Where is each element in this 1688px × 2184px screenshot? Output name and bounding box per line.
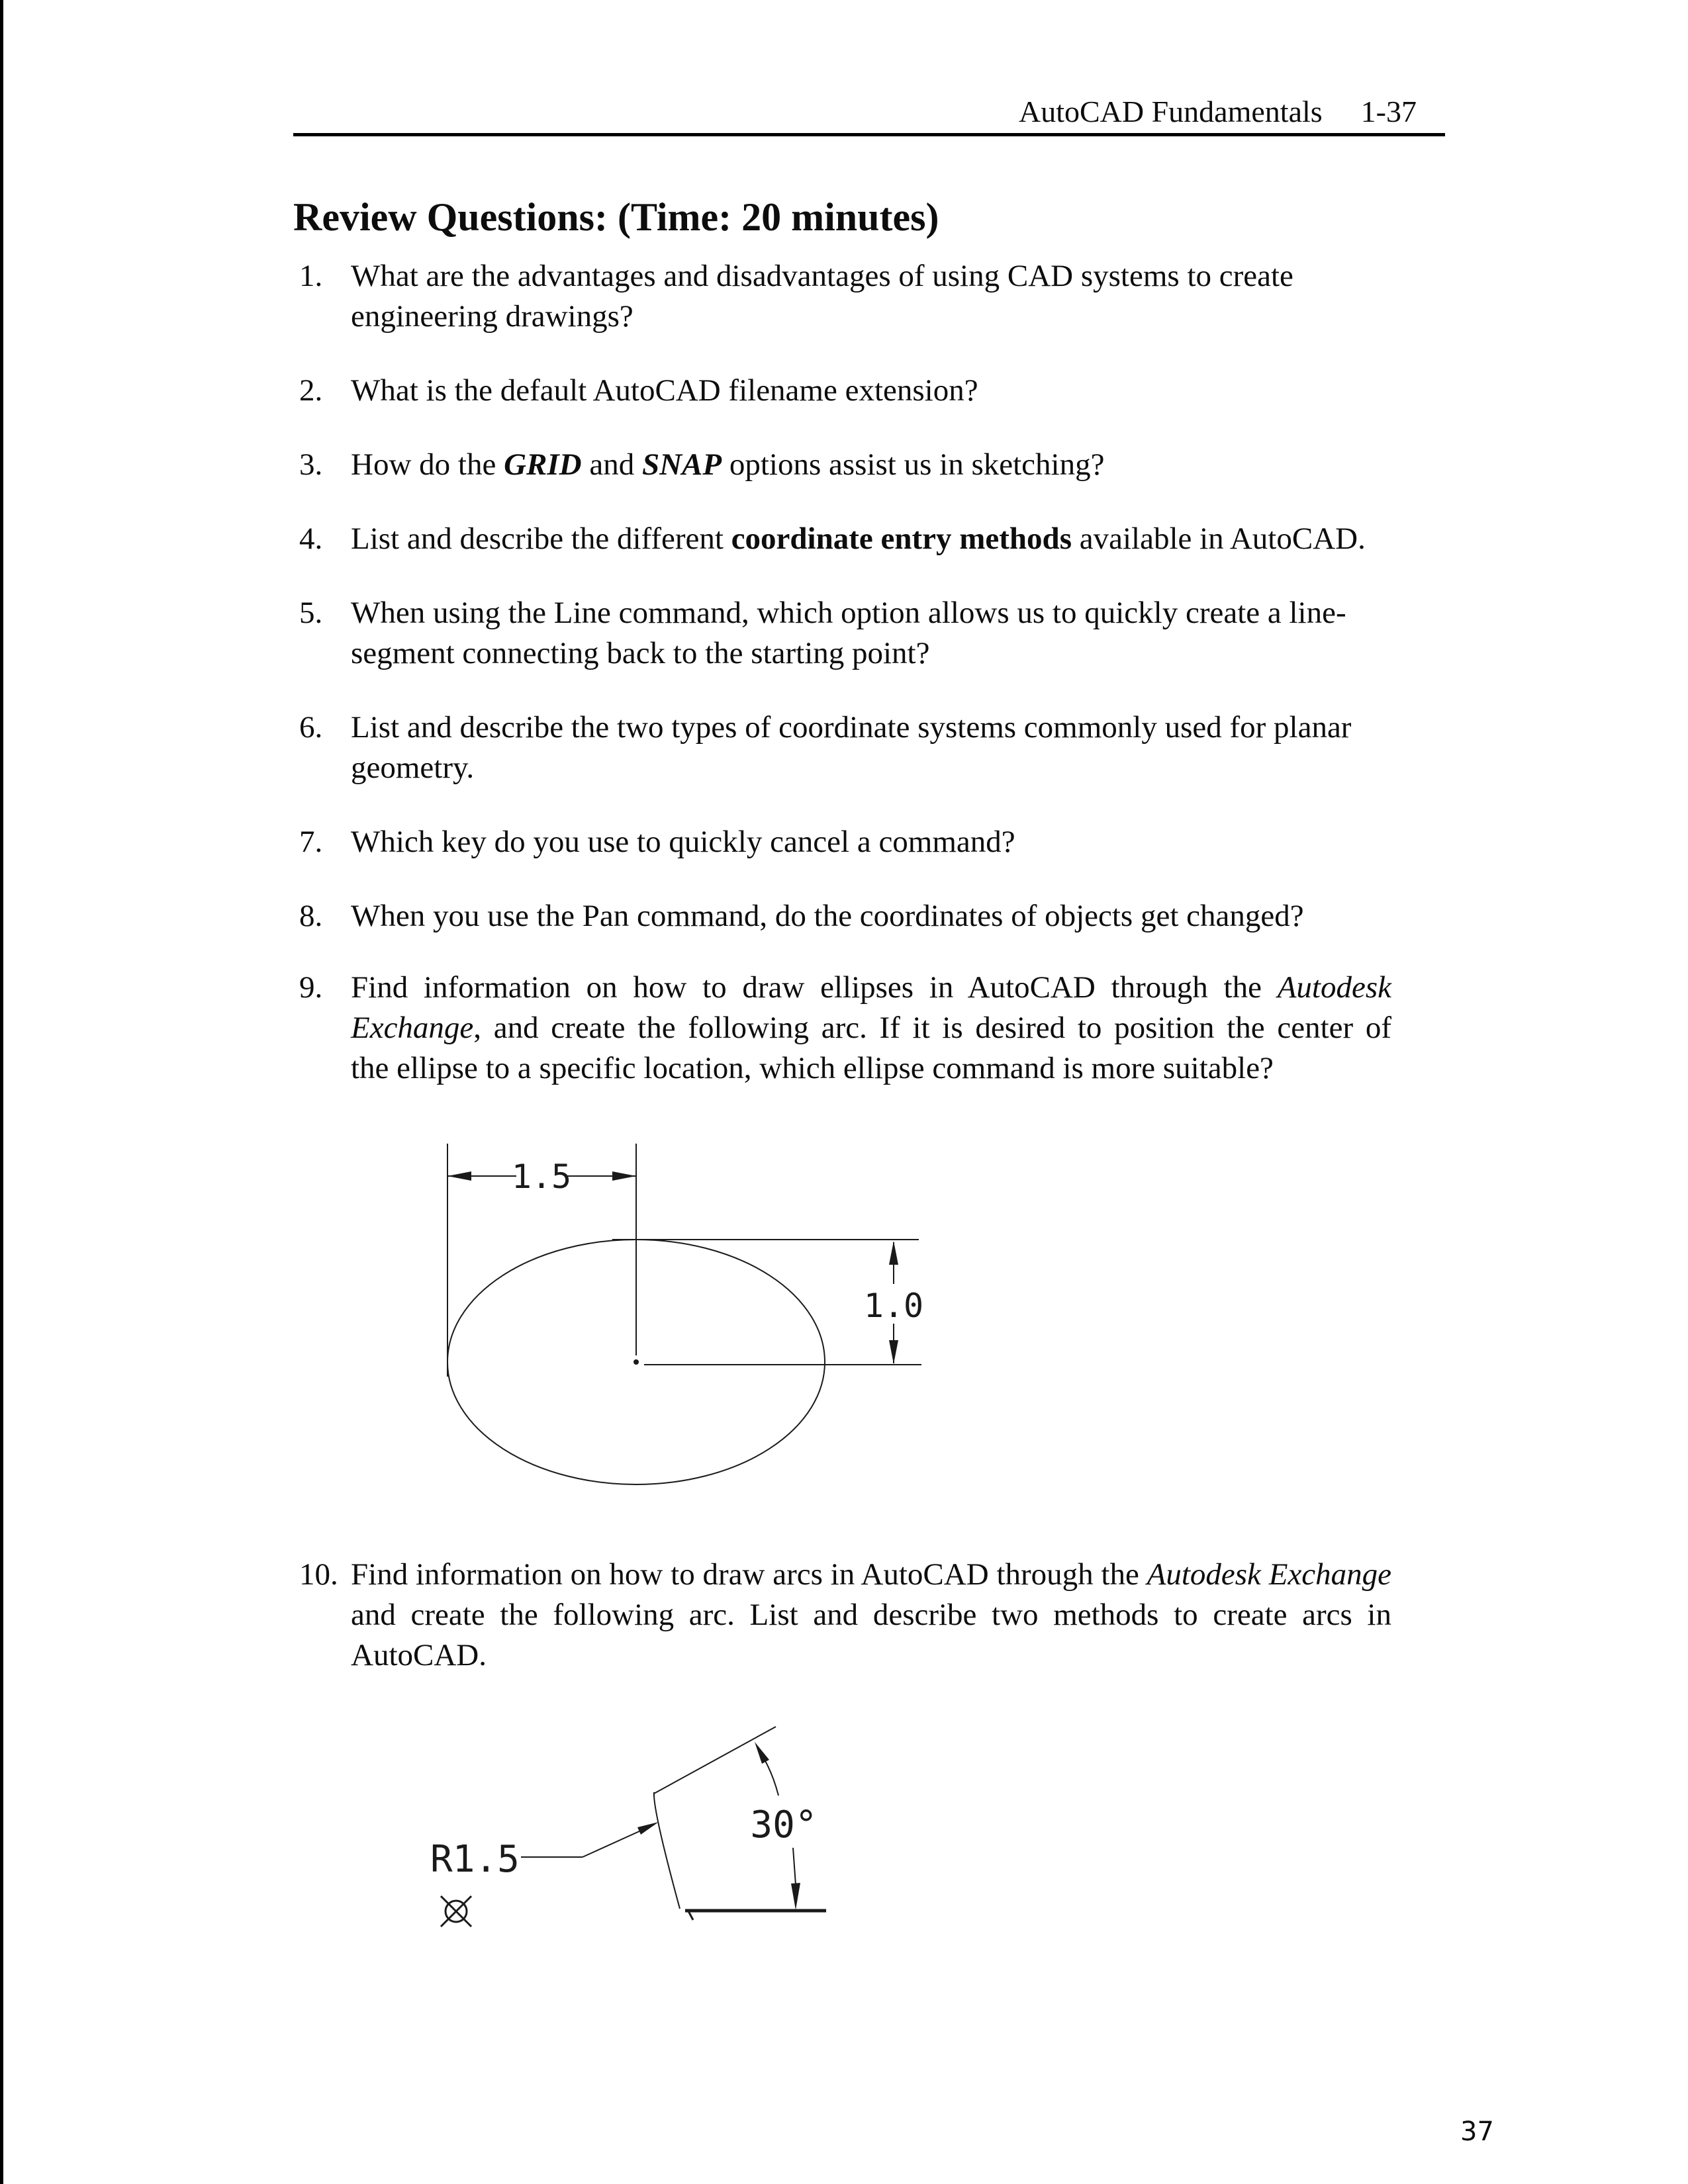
question-item-8 (299, 896, 1393, 936)
question-item-7 (299, 822, 1393, 862)
question-text-line: AutoCAD. (351, 1638, 487, 1672)
question-text-line: List and describe the different coordinate entry methods available in AutoCAD. (351, 522, 1366, 556)
arrow-right-icon (612, 1171, 636, 1181)
question-item-6 (299, 707, 1393, 788)
question-item-3 (299, 445, 1393, 485)
scan-edge-strip (0, 0, 3, 2184)
question-number: 8. (299, 899, 323, 933)
question-text-line: When you use the Pan command, do the coordinates of objects get changed? (351, 899, 1304, 933)
question-text-line: and create the following arc. List and describe two methods to create arcs in (351, 1598, 1391, 1632)
width-dim-label: 1.5 (511, 1158, 572, 1196)
arrow-left-icon (447, 1171, 471, 1181)
question-number: 6. (299, 710, 323, 745)
angular-dim-arc-lower (793, 1848, 796, 1885)
question-text-line: geometry. (351, 751, 475, 785)
question-number: 7. (299, 825, 323, 859)
question-text-line: Which key do you use to quickly cancel a command? (351, 825, 1015, 859)
radius-dim-label: R1.5 (430, 1838, 520, 1881)
question-text-line: the ellipse to a specific location, which ellipse command is more suitable? (351, 1051, 1274, 1085)
question-number: 3. (299, 447, 323, 482)
page-number: 37 (1460, 2116, 1494, 2147)
angle-arrow-upper-icon (755, 1742, 769, 1764)
arrow-down-icon (889, 1340, 898, 1364)
ellipse-figure (397, 1125, 960, 1509)
angle-arrow-lower-icon (791, 1883, 800, 1910)
question-text-line: engineering drawings? (351, 299, 633, 334)
question-number: 4. (299, 522, 323, 556)
question-item-9 (299, 968, 1393, 1089)
arrow-up-icon (889, 1241, 898, 1265)
angle-leg-line (654, 1727, 776, 1794)
header-page-ref: 1-37 (1360, 95, 1417, 128)
page-title: Review Questions: (Time: 20 minutes) (293, 195, 939, 239)
leader-arrow-icon (637, 1822, 659, 1835)
question-number: 9. (299, 970, 323, 1005)
question-item-1 (299, 256, 1393, 337)
question-text-line: Exchange, and create the following arc. If it is desired to position the center of (351, 1011, 1391, 1045)
height-dim-label: 1.0 (863, 1287, 924, 1325)
arc-figure (397, 1707, 874, 1946)
question-text-line: List and describe the two types of coordinate systems commonly used for planar (351, 710, 1352, 745)
question-number: 2. (299, 373, 323, 408)
center-point-icon (441, 1896, 471, 1927)
question-number: 5. (299, 596, 323, 630)
question-item-10 (299, 1555, 1393, 1676)
arc-shape (654, 1792, 680, 1909)
question-text-line: Find information on how to draw arcs in AutoCAD through the Autodesk Exchange (351, 1557, 1391, 1592)
header-rule (293, 133, 1445, 136)
angle-dim-label: 30° (750, 1803, 818, 1846)
question-text-line: How do the GRID and SNAP options assist us in sketching? (351, 447, 1105, 482)
question-text-line: What are the advantages and disadvantages of using CAD systems to create (351, 259, 1293, 293)
ellipse-center-mark (633, 1359, 639, 1365)
question-number: 1. (299, 259, 323, 293)
question-text-line: When using the Line command, which option allows us to quickly create a line- (351, 596, 1346, 630)
question-text-line: segment connecting back to the starting point? (351, 636, 930, 670)
question-text-line: What is the default AutoCAD filename extension? (351, 373, 978, 408)
page-header (1019, 94, 1417, 129)
header-book-title: AutoCAD Fundamentals (1018, 95, 1323, 128)
question-text-line: Find information on how to draw ellipses in AutoCAD through the Autodesk (351, 970, 1391, 1005)
question-item-5 (299, 593, 1393, 674)
question-item-4 (299, 519, 1393, 559)
question-number: 10. (299, 1557, 338, 1592)
question-item-2 (299, 371, 1393, 411)
